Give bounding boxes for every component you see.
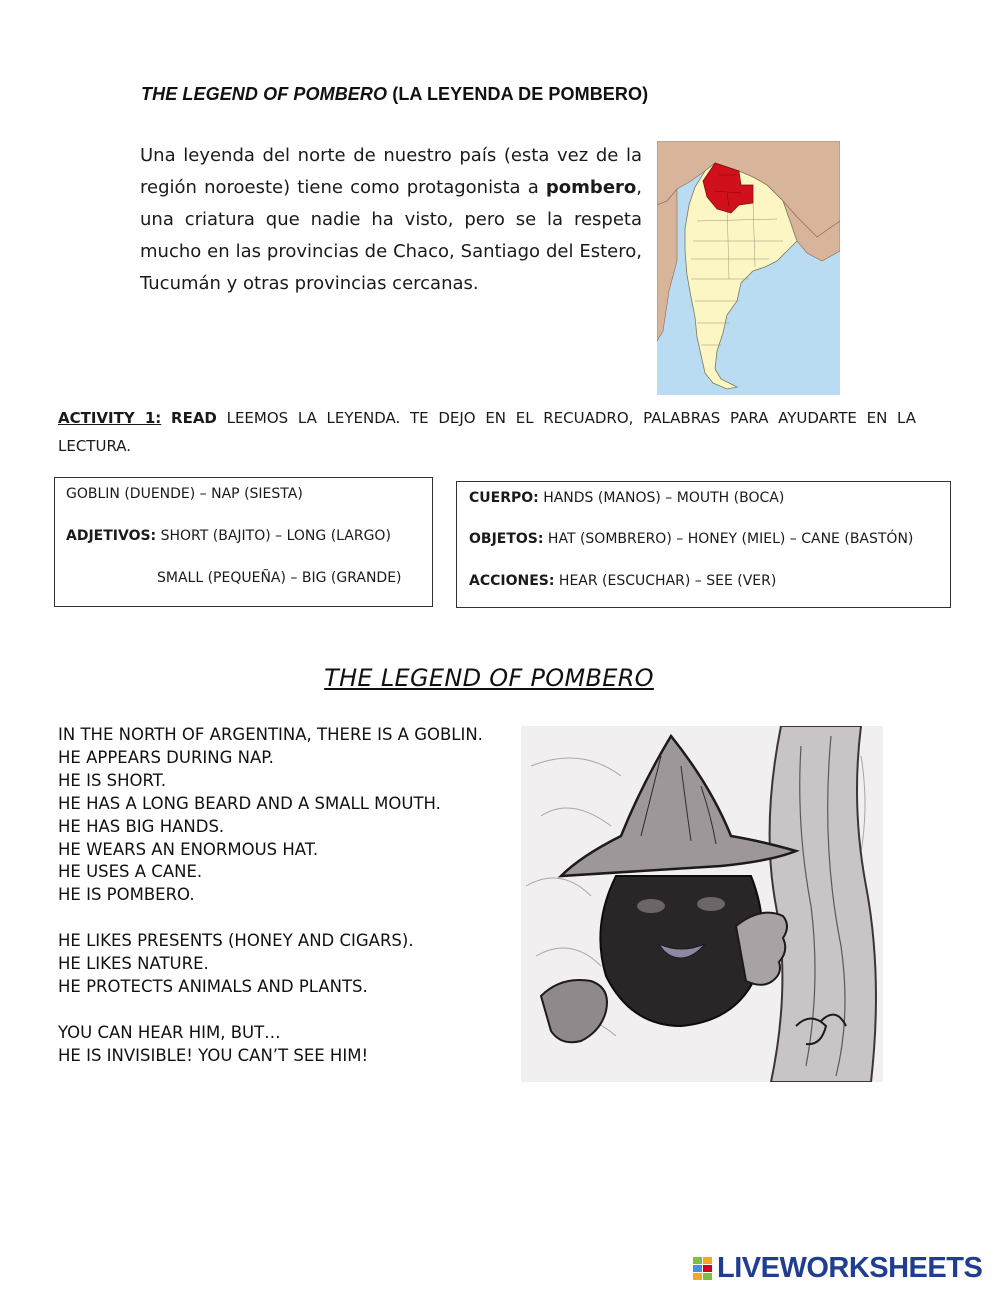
liveworksheets-logo-icon xyxy=(692,1253,714,1285)
story-line: HE USES A CANE. xyxy=(58,862,203,882)
vocab-acciones-label: ACCIONES: xyxy=(469,573,555,589)
page-title-spanish: (LA LEYENDA DE POMBERO) xyxy=(392,84,649,104)
vocab-acciones-text: HEAR (ESCUCHAR) – SEE (VER) xyxy=(554,573,777,589)
intro-text-2: , una criatura que nadie ha visto, pero se la respeta mucho en las provincias de Chaco, Santiago del Estero, Tucumán y otras provincias cercanas. xyxy=(140,177,642,294)
paragraph-gap xyxy=(58,907,483,930)
liveworksheets-logo: LIVEWORKSHEETS xyxy=(717,1252,983,1284)
story-line: HE IS SHORT. xyxy=(58,770,167,790)
story-line: HE IS POMBERO. xyxy=(58,885,195,905)
vocab-adjetivos-label: ADJETIVOS: xyxy=(66,528,157,544)
vocab-cuerpo xyxy=(469,490,784,506)
story-line: HE IS INVISIBLE! YOU CAN’T SEE HIM! xyxy=(58,1045,369,1065)
story-title: THE LEGEND OF POMBERO xyxy=(324,664,654,692)
pombero-illustration xyxy=(521,726,883,1082)
vocab-objetos-label: OBJETOS: xyxy=(469,531,544,547)
page-title xyxy=(141,84,648,105)
vocab-cuerpo-text: HANDS (MANOS) – MOUTH (BOCA) xyxy=(538,490,785,506)
vocab-acciones xyxy=(469,573,776,589)
vocab-goblin-nap: GOBLIN (DUENDE) – NAP (SIESTA) xyxy=(66,486,303,502)
vocab-cuerpo-label: CUERPO: xyxy=(469,490,539,506)
story-line: YOU CAN HEAR HIM, BUT… xyxy=(58,1022,281,1042)
story-line: HE WEARS AN ENORMOUS HAT. xyxy=(58,839,319,859)
story-line: HE LIKES PRESENTS (HONEY AND CIGARS). xyxy=(58,931,414,951)
page-title-italic: THE LEGEND OF POMBERO xyxy=(141,84,388,104)
activity-label: ACTIVITY 1: xyxy=(58,409,162,427)
vocab-small-big: SMALL (PEQUEÑA) – BIG (GRANDE) xyxy=(157,570,402,586)
story-line: HE PROTECTS ANIMALS AND PLANTS. xyxy=(58,976,368,996)
vocab-adjetivos xyxy=(66,528,391,544)
argentina-map-image xyxy=(657,141,840,395)
vocabulary-box-left xyxy=(54,477,433,607)
intro-paragraph xyxy=(140,140,642,300)
story-line: HE LIKES NATURE. xyxy=(58,954,209,974)
vocab-objetos-text: HAT (SOMBRERO) – HONEY (MIEL) – CANE (BASTÓN) xyxy=(543,531,914,547)
intro-bold-pombero: pombero xyxy=(545,177,637,198)
vocabulary-box-right xyxy=(456,481,951,608)
vocab-adjetivos-text: SHORT (BAJITO) – LONG (LARGO) xyxy=(156,528,391,544)
paragraph-gap xyxy=(58,999,483,1022)
activity-read: READ xyxy=(171,409,217,427)
story-text xyxy=(58,724,483,1068)
story-line: HE APPEARS DURING NAP. xyxy=(58,747,274,767)
activity-text: LEEMOS LA LEYENDA. TE DEJO EN EL RECUADRO, PALABRAS PARA AYUDARTE EN LA LECTURA. xyxy=(58,409,916,455)
activity-instruction xyxy=(58,404,916,460)
story-line: HE HAS BIG HANDS. xyxy=(58,816,225,836)
story-line: HE HAS A LONG BEARD AND A SMALL MOUTH. xyxy=(58,793,441,813)
story-line: IN THE NORTH OF ARGENTINA, THERE IS A GOBLIN. xyxy=(58,725,483,744)
intro-text-1: Una leyenda del norte de nuestro país (esta vez de la región noroeste) tiene como protagonista a xyxy=(140,145,642,198)
vocab-objetos xyxy=(469,531,913,547)
